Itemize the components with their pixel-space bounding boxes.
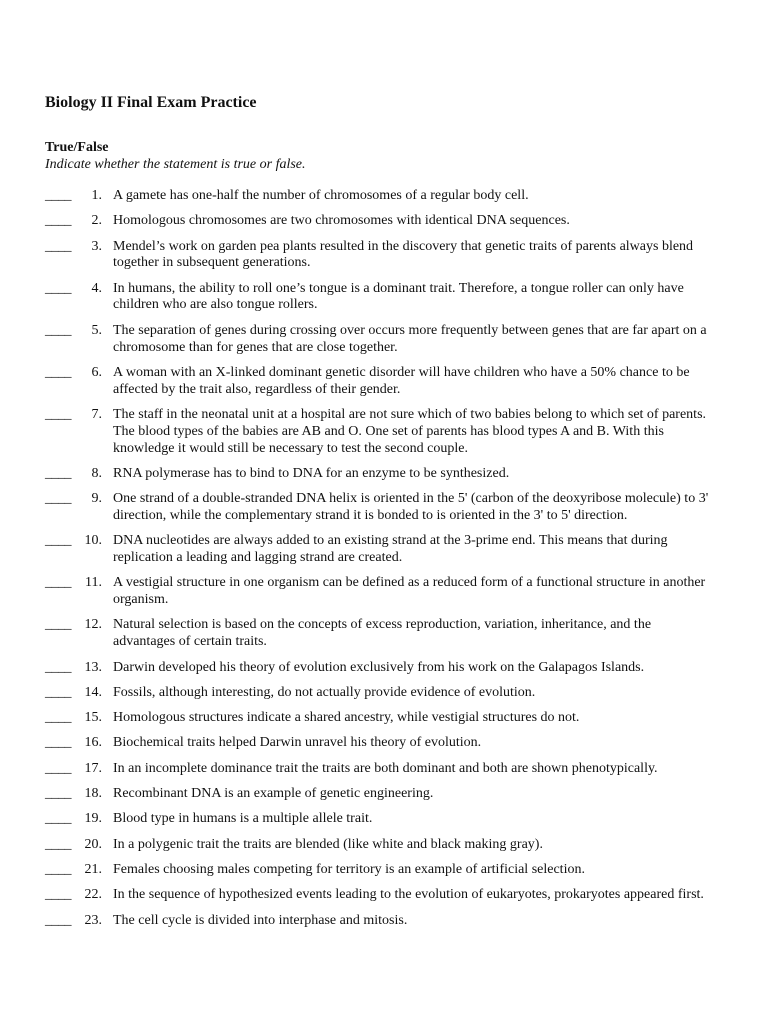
question-item xyxy=(45,239,715,273)
question-text: Females choosing males competing for territory is an example of artificial selection. xyxy=(113,861,585,877)
question-number: 8. xyxy=(91,465,102,481)
answer-blank[interactable]: ____ xyxy=(45,617,71,633)
question-item xyxy=(45,862,715,879)
question-item xyxy=(45,735,715,752)
question-text: Biochemical traits helped Darwin unravel his theory of evolution. xyxy=(113,735,482,751)
question-item xyxy=(45,323,715,357)
question-item xyxy=(45,913,715,930)
question-text: A gamete has one-half the number of chromosomes of a regular body cell. xyxy=(113,188,529,203)
question-number: 2. xyxy=(91,213,102,229)
question-number: 17. xyxy=(84,760,102,776)
answer-blank[interactable]: ____ xyxy=(45,760,71,776)
question-number: 16. xyxy=(84,735,102,751)
question-item xyxy=(45,466,715,483)
question-text: Mendel’s work on garden pea plants resulted in the discovery that genetic traits of parents always blend together in subsequent generations. xyxy=(113,238,694,271)
question-number: 21. xyxy=(84,861,102,877)
question-text: Natural selection is based on the concepts of excess reproduction, variation, inheritance, and the advantages of certain traits. xyxy=(113,617,652,650)
question-item xyxy=(45,887,715,904)
answer-blank[interactable]: ____ xyxy=(45,213,71,229)
question-text: One strand of a double-stranded DNA helix is oriented in the 5' (carbon of the deoxyribose molecule) to 3' direction, while the complementary strand it is bonded to is oriented in the 3' to 5' direction. xyxy=(113,491,709,523)
question-item xyxy=(45,617,715,651)
answer-blank[interactable]: ____ xyxy=(45,811,71,827)
answer-blank[interactable]: ____ xyxy=(45,887,71,903)
answer-blank[interactable]: ____ xyxy=(45,491,71,507)
question-text: The staff in the neonatal unit at a hospital are not sure which of two babies belong to which set of parents. The blood types of the babies are AB and O. One set of parents has blood types A and B. With this knowledge it would still be necessary to test the second couple. xyxy=(113,406,707,456)
answer-blank[interactable]: ____ xyxy=(45,575,71,591)
question-number: 1. xyxy=(91,188,102,203)
section-instructions: Indicate whether the statement is true or false. xyxy=(45,157,306,172)
answer-blank[interactable]: ____ xyxy=(45,836,71,852)
answer-blank[interactable]: ____ xyxy=(45,735,71,751)
question-item xyxy=(45,491,715,525)
question-number: 18. xyxy=(84,786,102,802)
question-item xyxy=(45,188,715,205)
answer-blank[interactable]: ____ xyxy=(45,533,71,549)
question-number: 7. xyxy=(91,406,102,422)
question-item xyxy=(45,837,715,854)
answer-blank[interactable]: ____ xyxy=(45,684,71,700)
question-item xyxy=(45,660,715,677)
answer-blank[interactable]: ____ xyxy=(45,861,71,877)
question-text: DNA nucleotides are always added to an existing strand at the 3-prime end. This means that during replication a leading and lagging strand are created. xyxy=(113,533,668,566)
question-number: 3. xyxy=(91,238,102,254)
question-text: Homologous structures indicate a shared ancestry, while vestigial structures do not. xyxy=(113,710,580,726)
question-number: 10. xyxy=(84,533,102,549)
question-text: Recombinant DNA is an example of genetic engineering. xyxy=(113,786,434,802)
answer-blank[interactable]: ____ xyxy=(45,786,71,802)
question-item xyxy=(45,786,715,803)
section-title: True/False xyxy=(45,140,109,155)
answer-blank[interactable]: ____ xyxy=(45,912,71,928)
question-item xyxy=(45,685,715,702)
question-number: 6. xyxy=(91,364,102,380)
question-item xyxy=(45,281,715,315)
question-number: 9. xyxy=(91,491,102,507)
question-list xyxy=(45,188,715,929)
answer-blank[interactable]: ____ xyxy=(45,406,71,422)
answer-blank[interactable]: ____ xyxy=(45,364,71,380)
question-text: In the sequence of hypothesized events leading to the evolution of eukaryotes, prokaryotes appeared first. xyxy=(113,887,704,903)
question-item xyxy=(45,575,715,609)
answer-blank[interactable]: ____ xyxy=(45,322,71,338)
question-item xyxy=(45,761,715,778)
question-number: 14. xyxy=(84,684,102,700)
question-item xyxy=(45,533,715,567)
question-text: The cell cycle is divided into interphase and mitosis. xyxy=(113,912,408,928)
question-number: 22. xyxy=(84,887,102,903)
question-text: Blood type in humans is a multiple allele trait. xyxy=(113,811,373,827)
question-number: 12. xyxy=(84,617,102,633)
document-title: Biology II Final Exam Practice xyxy=(45,94,257,111)
question-text: The separation of genes during crossing over occurs more frequently between genes that are far apart on a chromosome than for genes that are close together. xyxy=(113,322,707,355)
question-text: Darwin developed his theory of evolution exclusively from his work on the Galapagos Islands. xyxy=(113,659,645,675)
question-text: Homologous chromosomes are two chromosomes with identical DNA sequences. xyxy=(113,213,570,229)
question-item xyxy=(45,811,715,828)
question-text: In a polygenic trait the traits are blended (like white and black making gray). xyxy=(113,836,543,852)
question-number: 19. xyxy=(84,811,102,827)
question-number: 4. xyxy=(91,280,102,296)
question-number: 15. xyxy=(84,710,102,726)
question-number: 23. xyxy=(84,912,102,928)
question-item xyxy=(45,407,715,457)
question-text: Fossils, although interesting, do not actually provide evidence of evolution. xyxy=(113,684,536,700)
question-text: A woman with an X-linked dominant genetic disorder will have children who have a 50% chance to be affected by the trait also, regardless of their gender. xyxy=(113,364,690,397)
question-text: RNA polymerase has to bind to DNA for an enzyme to be synthesized. xyxy=(113,465,510,481)
question-text: In an incomplete dominance trait the traits are both dominant and both are shown phenotypically. xyxy=(113,760,658,776)
question-item xyxy=(45,365,715,399)
question-text: A vestigial structure in one organism can be defined as a reduced form of a functional structure in another organism. xyxy=(113,575,706,608)
answer-blank[interactable]: ____ xyxy=(45,280,71,296)
question-number: 13. xyxy=(84,659,102,675)
question-item xyxy=(45,213,715,230)
question-number: 5. xyxy=(91,322,102,338)
answer-blank[interactable]: ____ xyxy=(45,659,71,675)
question-item xyxy=(45,710,715,727)
question-text: In humans, the ability to roll one’s tongue is a dominant trait. Therefore, a tongue roller can only have children who are also tongue rollers. xyxy=(113,280,684,313)
answer-blank[interactable]: ____ xyxy=(45,188,71,203)
answer-blank[interactable]: ____ xyxy=(45,465,71,481)
answer-blank[interactable]: ____ xyxy=(45,710,71,726)
question-number: 11. xyxy=(85,575,102,591)
question-number: 20. xyxy=(84,836,102,852)
answer-blank[interactable]: ____ xyxy=(45,238,71,254)
